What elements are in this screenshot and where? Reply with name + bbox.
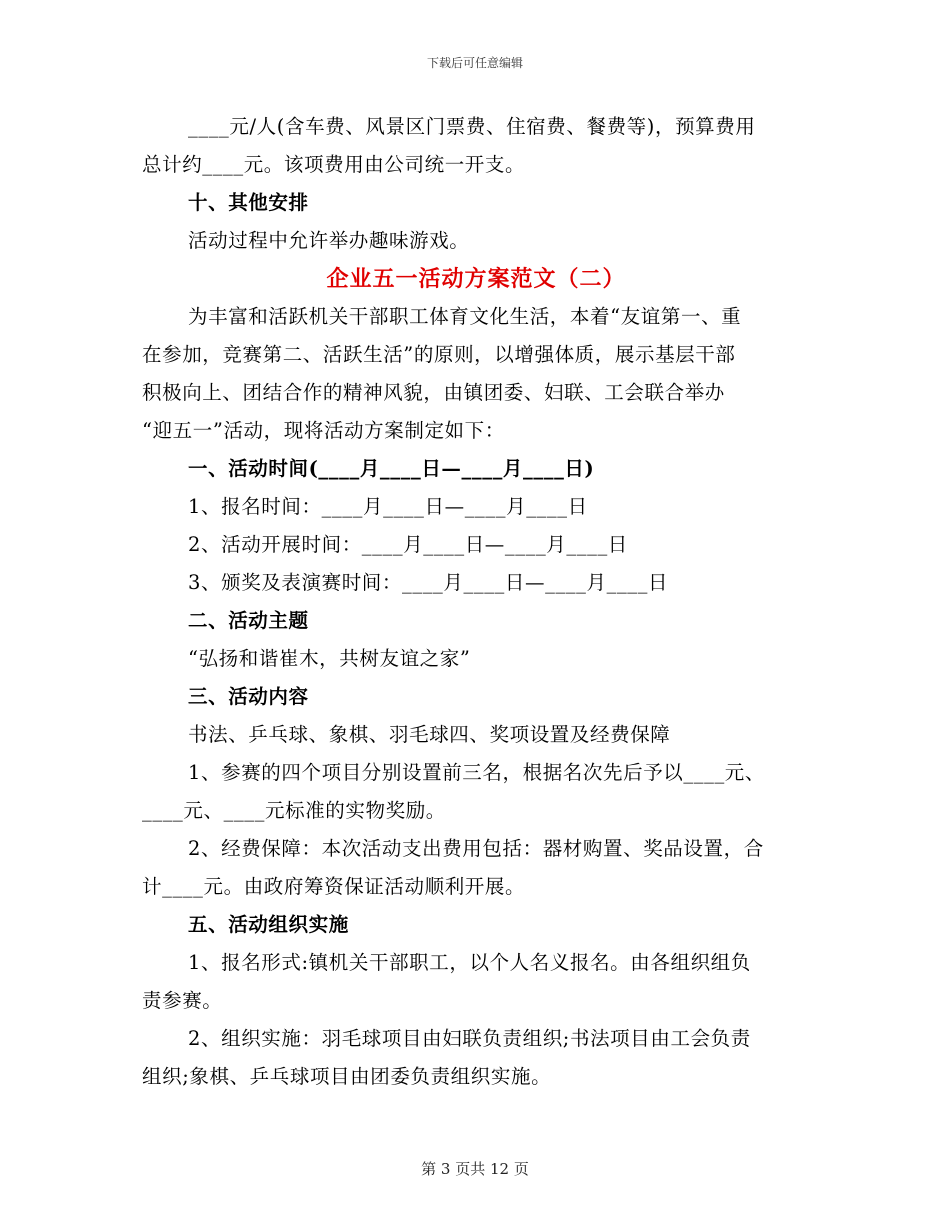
page-footer: 第 3 页共 12 页 bbox=[421, 1160, 529, 1178]
document-body bbox=[142, 108, 810, 1096]
paragraph-line: 在参加，竞赛第二、活跃生活”的原则，以增强体质，展示基层干部 bbox=[142, 343, 736, 366]
paragraph-line: 为丰富和活跃机关干部职工体育文化生活，本着“友谊第一、重 bbox=[188, 305, 742, 328]
paragraph-line: 计____元。由政府筹资保证活动顺利开展。 bbox=[142, 875, 526, 898]
paragraph-line: “弘扬和谐崔木，共树友谊之家” bbox=[188, 647, 471, 670]
paragraph-line: “迎五一”活动，现将活动方案制定如下： bbox=[142, 419, 505, 442]
list-item: 1、参赛的四个项目分别设置前三名，根据名次先后予以____元、 bbox=[188, 761, 766, 784]
paragraph-line: ____元/人(含车费、风景区门票费、住宿费、餐费等)，预算费用 bbox=[188, 115, 756, 138]
paragraph-line: 组织;象棋、乒乓球项目由团委负责组织实施。 bbox=[142, 1065, 552, 1088]
list-item: 2、经费保障：本次活动支出费用包括：器材购置、奖品设置，合 bbox=[188, 837, 764, 860]
paragraph-line: 积极向上、团结合作的精神风貌，由镇团委、妇联、工会联合举办 bbox=[142, 381, 725, 404]
section-heading: 一、活动时间(____月____日—____月____日) bbox=[188, 457, 595, 480]
list-item: 2、活动开展时间：____月____日—____月____日 bbox=[188, 533, 628, 556]
paragraph-line: ____元、____元标准的实物奖励。 bbox=[142, 799, 446, 822]
document-title: 企业五一活动方案范文（二） bbox=[326, 266, 626, 292]
paragraph-line: 责参赛。 bbox=[142, 989, 223, 1012]
page-header: 下载后可任意编辑 bbox=[426, 56, 523, 70]
list-item: 1、报名形式:镇机关干部职工，以个人名义报名。由各组织组负 bbox=[188, 951, 751, 974]
paragraph-line: 书法、乒乓球、象棋、羽毛球四、奖项设置及经费保障 bbox=[188, 723, 671, 746]
list-item: 3、颁奖及表演赛时间：____月____日—____月____日 bbox=[188, 571, 669, 594]
list-item: 2、组织实施：羽毛球项目由妇联负责组织;书法项目由工会负责 bbox=[188, 1027, 751, 1050]
section-heading: 十、其他安排 bbox=[188, 191, 309, 214]
section-heading: 三、活动内容 bbox=[188, 685, 309, 708]
section-heading: 五、活动组织实施 bbox=[188, 913, 349, 936]
paragraph-line: 总计约____元。该项费用由公司统一开支。 bbox=[142, 153, 526, 176]
paragraph-line: 活动过程中允许举办趣味游戏。 bbox=[188, 229, 470, 252]
list-item: 1、报名时间：____月____日—____月____日 bbox=[188, 495, 588, 518]
section-heading: 二、活动主题 bbox=[188, 609, 309, 632]
